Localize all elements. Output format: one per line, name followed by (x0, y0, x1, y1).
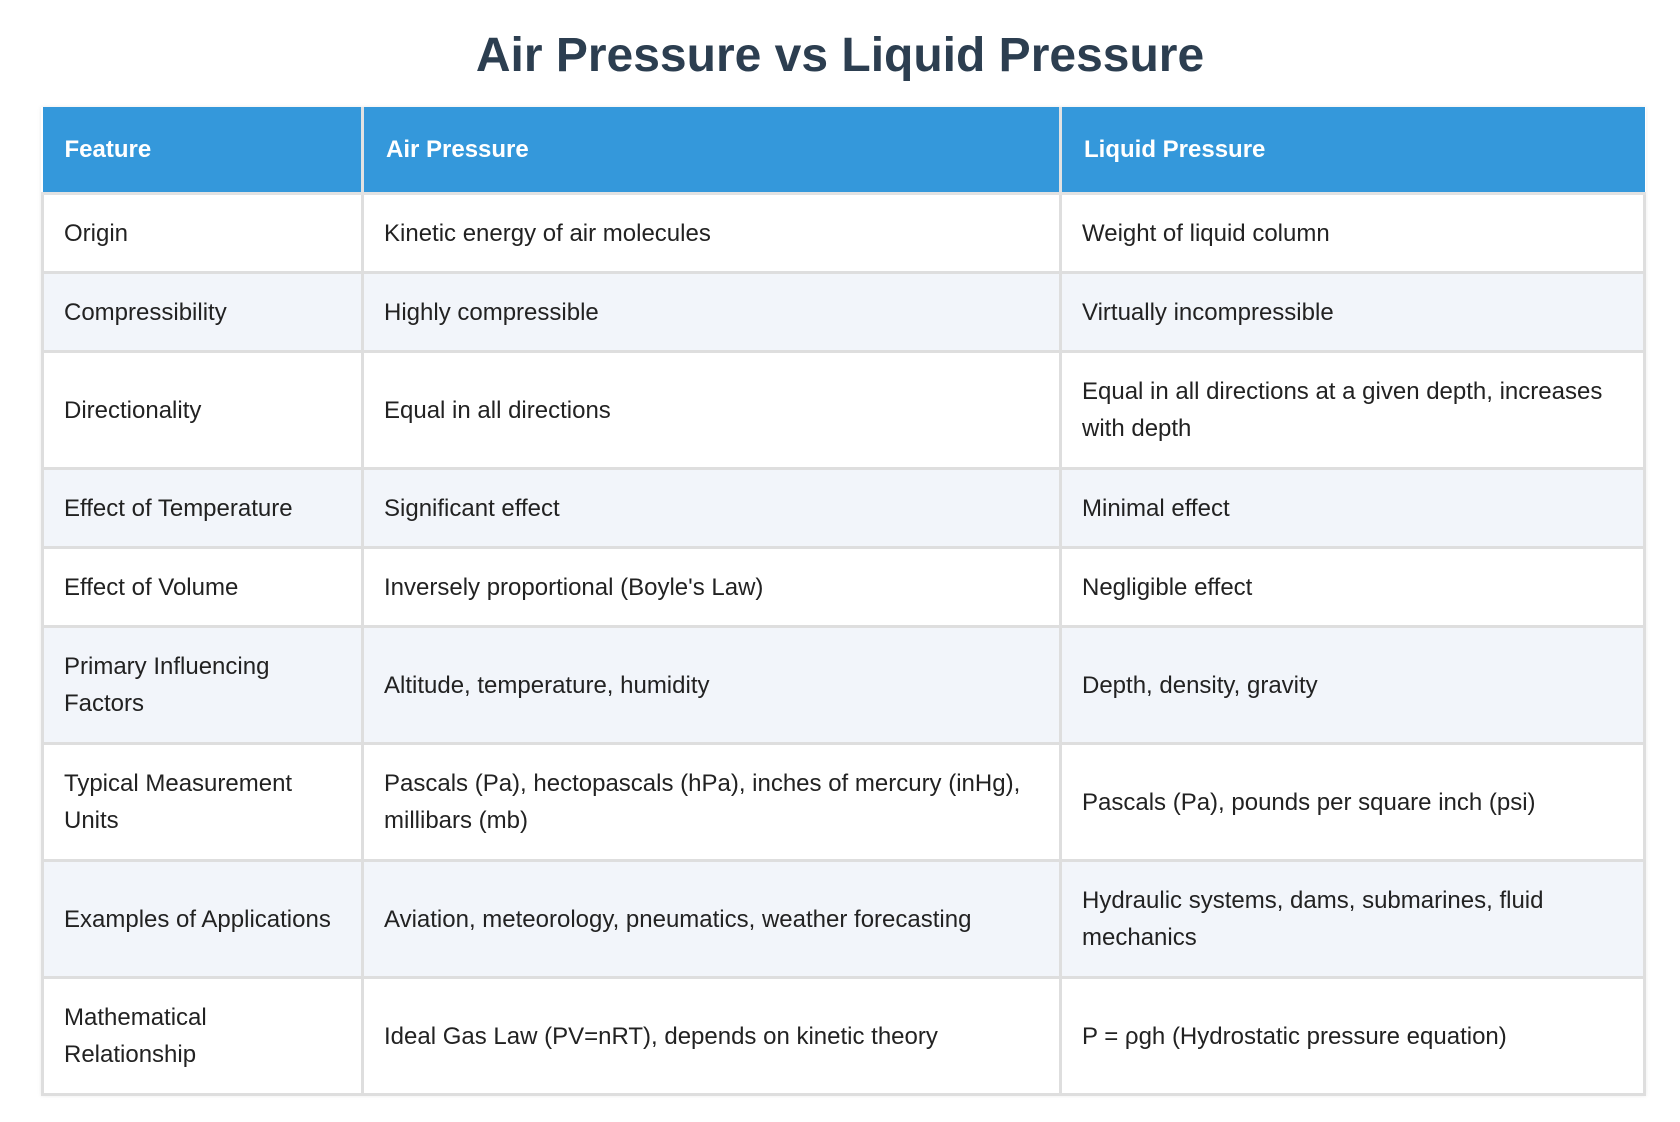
air-pressure-cell: Kinetic energy of air molecules (363, 194, 1061, 273)
liquid-pressure-cell: Pascals (Pa), pounds per square inch (psi) (1061, 744, 1645, 861)
air-pressure-cell: Pascals (Pa), hectopascals (hPa), inches of mercury (inHg), millibars (mb) (363, 744, 1061, 861)
liquid-pressure-cell: Weight of liquid column (1061, 194, 1645, 273)
comparison-table (41, 107, 1646, 1096)
feature-cell: Typical Measurement Units (43, 744, 363, 861)
liquid-pressure-cell: Depth, density, gravity (1061, 627, 1645, 744)
table-row (43, 861, 1645, 978)
liquid-pressure-cell: Equal in all directions at a given depth, increases with depth (1061, 352, 1645, 469)
table-row (43, 469, 1645, 548)
liquid-pressure-cell: Hydraulic systems, dams, submarines, fluid mechanics (1061, 861, 1645, 978)
air-pressure-cell: Equal in all directions (363, 352, 1061, 469)
liquid-pressure-cell: Negligible effect (1061, 548, 1645, 627)
table-row (43, 978, 1645, 1095)
table-row (43, 273, 1645, 352)
air-pressure-cell: Altitude, temperature, humidity (363, 627, 1061, 744)
feature-cell: Effect of Temperature (43, 469, 363, 548)
feature-cell: Effect of Volume (43, 548, 363, 627)
air-pressure-cell: Highly compressible (363, 273, 1061, 352)
liquid-pressure-cell: P = ρgh (Hydrostatic pressure equation) (1061, 978, 1645, 1095)
column-header-liquid-pressure: Liquid Pressure (1061, 107, 1645, 194)
table-header-row (43, 107, 1645, 194)
page-title: Air Pressure vs Liquid Pressure (475, 29, 1205, 82)
air-pressure-cell: Significant effect (363, 469, 1061, 548)
feature-cell: Examples of Applications (43, 861, 363, 978)
table-row (43, 627, 1645, 744)
feature-cell: Directionality (43, 352, 363, 469)
table-row (43, 744, 1645, 861)
feature-cell: Origin (43, 194, 363, 273)
column-header-air-pressure: Air Pressure (363, 107, 1061, 194)
liquid-pressure-cell: Minimal effect (1061, 469, 1645, 548)
air-pressure-cell: Inversely proportional (Boyle's Law) (363, 548, 1061, 627)
table-row (43, 548, 1645, 627)
air-pressure-cell: Aviation, meteorology, pneumatics, weather forecasting (363, 861, 1061, 978)
feature-cell: Primary Influencing Factors (43, 627, 363, 744)
table-row (43, 352, 1645, 469)
liquid-pressure-cell: Virtually incompressible (1061, 273, 1645, 352)
column-header-feature: Feature (43, 107, 363, 194)
feature-cell: Compressibility (43, 273, 363, 352)
air-pressure-cell: Ideal Gas Law (PV=nRT), depends on kinetic theory (363, 978, 1061, 1095)
feature-cell: Mathematical Relationship (43, 978, 363, 1095)
table-row (43, 194, 1645, 273)
